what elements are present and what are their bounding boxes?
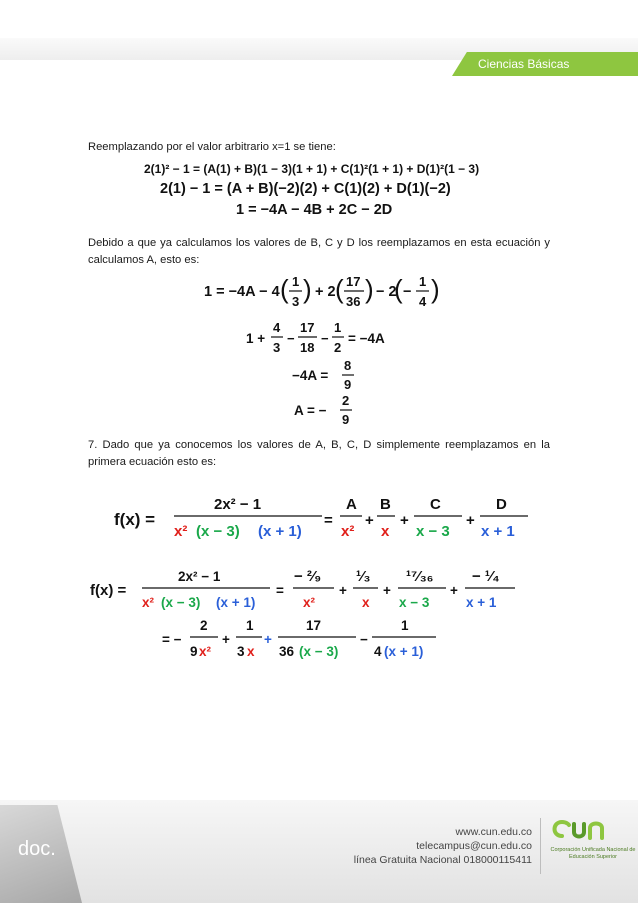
eq5-n3: 1 [334, 320, 342, 335]
f2-eq: = [276, 583, 284, 598]
f2-plus1: + [339, 583, 347, 598]
f3-d1b: x² [199, 644, 212, 659]
equation-4 [200, 270, 450, 314]
equation-3: 1 = −4A − 4B + 2C − 2D [236, 202, 393, 218]
paragraph-3: 7. Dado que ya conocemos los valores de A, B, C, D simplemente reemplazamos en la primera ecuación esto es: [88, 439, 550, 468]
eq5-d1: 3 [273, 340, 281, 355]
f2-nC: ¹⁷⁄₃₆ [406, 568, 434, 585]
f1-dB: x [381, 523, 390, 540]
paragraph-2: Debido a que ya calculamos los valores de B, C y D los reemplazamos en esta ecuación y calculamos A, esto es: [88, 237, 550, 266]
eq5-op2: − [287, 331, 295, 346]
f1-num: 2x² − 1 [214, 496, 262, 513]
f1-dA: x² [341, 523, 355, 540]
f2-nB: ¹⁄₃ [356, 568, 371, 585]
equation-2: 2(1) − 1 = (A + B)(−2)(2) + C(1)(2) + D(1)(−2) [160, 181, 451, 197]
equation-5 [244, 318, 404, 358]
eq4-paren-open: ( [280, 274, 289, 304]
footer-web[interactable]: www.cun.edu.co [455, 826, 532, 838]
f2-dC: x − 3 [399, 595, 430, 610]
eq7-lhs: A = − [294, 403, 327, 418]
f3-p3: + [264, 632, 272, 647]
f2-nA: − ²⁄₉ [294, 568, 322, 585]
equation-block-1 [140, 160, 520, 220]
f2-plus2: + [383, 583, 391, 598]
eq5-d2: 18 [300, 340, 315, 355]
f3-n4: 1 [401, 618, 409, 633]
cun-logo-icon [548, 814, 634, 846]
f2-nD: − ¹⁄₄ [472, 568, 500, 585]
f3-d4a: 4 [374, 644, 382, 659]
f2-num: 2x² − 1 [178, 569, 221, 584]
equation-7 [292, 392, 372, 430]
f3-d3b: (x − 3) [299, 644, 339, 659]
f1-plus1: + [365, 512, 374, 529]
f2-den-a: x² [142, 595, 155, 610]
equation-6 [290, 357, 370, 395]
f3-d4b: (x + 1) [384, 644, 424, 659]
eq5-d3: 2 [334, 340, 342, 355]
eq6-n: 8 [344, 358, 352, 373]
f3-p4: − [360, 632, 368, 647]
equation-f1 [112, 492, 532, 544]
equation-1: 2(1)² − 1 = (A(1) + B)(1 − 3)(1 + 1) + C(1)²(1 + 1) + D(1)²(1 − 3) [144, 162, 480, 176]
eq4-c-coef: + 2 [315, 284, 336, 300]
f2-dB: x [362, 595, 370, 610]
cun-logo-subtitle: Corporación Unificada Nacional de Educación Superior [550, 847, 636, 860]
eq4-d-den: 4 [419, 294, 427, 309]
eq4-b-num: 1 [292, 274, 300, 289]
f1-plus2: + [400, 512, 409, 529]
footer-email[interactable]: telecampus@cun.edu.co [416, 840, 532, 852]
eq4-b-den: 3 [292, 294, 300, 309]
footer-band [0, 800, 638, 903]
eq4-paren-close-3: ) [431, 274, 440, 304]
eq4-paren-open-2: ( [335, 274, 344, 304]
eq4-paren-close: ) [303, 274, 312, 304]
f2-dD: x + 1 [466, 595, 497, 610]
eq4-d-coef: − 2 [376, 284, 397, 300]
f1-lhs: f(x) = [114, 510, 156, 529]
eq7-n: 2 [342, 393, 350, 408]
eq5-rhs: = −4A [348, 331, 385, 346]
f3-d1a: 9 [190, 644, 198, 659]
f3-n3: 17 [306, 618, 322, 633]
f2-plus3: + [450, 583, 458, 598]
equation-f3 [160, 613, 450, 665]
f3-n1: 2 [200, 618, 208, 633]
header-title: Ciencias Básicas [478, 57, 570, 71]
f1-tB: B [380, 496, 391, 513]
f1-eq: = [324, 512, 333, 529]
footer-separator [540, 818, 541, 874]
f1-tC: C [430, 496, 441, 513]
paragraph-1: Reemplazando por el valor arbitrario x=1 se tiene: [88, 141, 336, 153]
eq4-paren-open-3: ( [394, 274, 403, 304]
eq6-lhs: −4A = [292, 368, 329, 383]
eq5-one: 1 + [246, 331, 266, 346]
eq5-op3: − [321, 331, 329, 346]
eq4-paren-close-2: ) [365, 274, 374, 304]
f1-dD: x + 1 [481, 523, 515, 540]
eq4-d-num: 1 [419, 274, 427, 289]
footer-phone: línea Gratuita Nacional 018000115411 [353, 854, 532, 866]
f1-plus3: + [466, 512, 475, 529]
f2-den-c: (x + 1) [216, 595, 256, 610]
f3-d2a: 3 [237, 644, 245, 659]
f1-den-c: (x + 1) [258, 523, 302, 540]
footer-doc-label: doc. [18, 838, 56, 860]
f3-p2: + [222, 632, 230, 647]
f2-lhs: f(x) = [90, 582, 127, 599]
eq7-d: 9 [342, 412, 350, 427]
f3-eq: = − [162, 632, 182, 647]
equation-f2 [88, 562, 536, 614]
f2-dA: x² [303, 595, 316, 610]
f1-dC: x − 3 [416, 523, 450, 540]
eq4-c-num: 17 [346, 274, 361, 289]
f1-tD: D [496, 496, 507, 513]
f1-den-b: (x − 3) [196, 523, 240, 540]
eq4-c-den: 36 [346, 294, 361, 309]
f2-den-b: (x − 3) [161, 595, 201, 610]
eq4-lhs: 1 = −4A − 4 [204, 284, 280, 300]
eq5-n2: 17 [300, 320, 315, 335]
f3-d3a: 36 [279, 644, 295, 659]
f3-d2b: x [247, 644, 255, 659]
f3-n2: 1 [246, 618, 254, 633]
eq5-n1: 4 [273, 320, 281, 335]
eq6-d: 9 [344, 377, 352, 392]
f1-den-a: x² [174, 523, 188, 540]
eq4-d-sign: − [403, 284, 412, 300]
f1-tA: A [346, 496, 357, 513]
